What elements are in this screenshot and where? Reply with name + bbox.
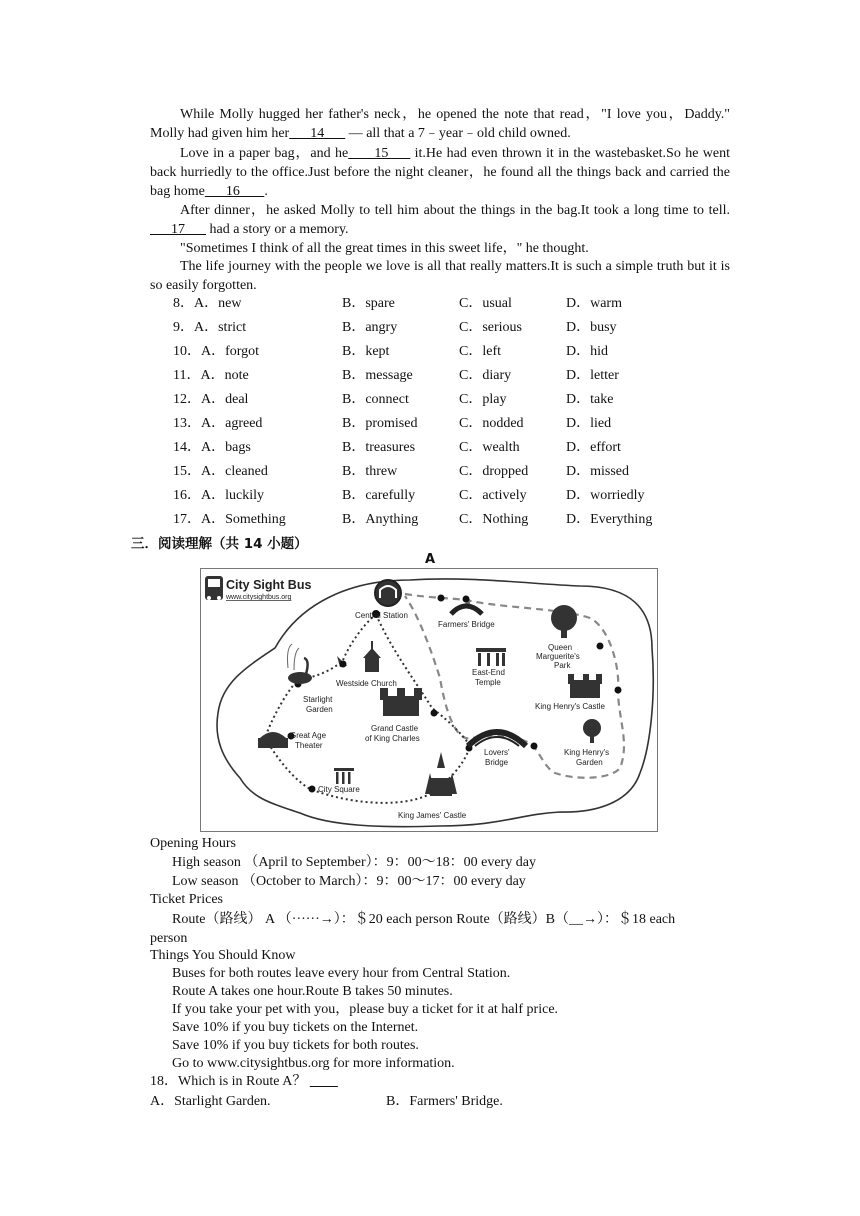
opening-hours-heading: Opening Hours	[150, 836, 236, 851]
option-b: B．carefully	[342, 488, 416, 503]
label-city-square: City Square	[318, 785, 360, 794]
option-d: D．lied	[566, 416, 612, 431]
option-row	[150, 486, 750, 506]
question-18-stem	[150, 1072, 338, 1091]
paragraph-text: — all that a 7﹣year﹣old child owned.	[345, 126, 571, 141]
label-queen-park: Park	[554, 661, 571, 670]
option-num: 14．A．bags	[173, 440, 251, 455]
label-grand-castle: of King Charles	[365, 734, 420, 743]
option-d: D．busy	[566, 320, 617, 335]
paragraph-1	[150, 105, 730, 143]
option-c: C．Nothing	[459, 512, 529, 527]
label-king-henry-garden: King Henry's	[564, 748, 610, 757]
answer-blank	[310, 1074, 338, 1089]
label-grand-castle: Grand Castle	[371, 724, 419, 733]
label-starlight-garden: Garden	[306, 705, 333, 714]
option-row	[150, 342, 750, 362]
option-row	[150, 438, 750, 458]
option-num: 9．A．strict	[173, 320, 247, 335]
question-text: 18．Which is in Route A？	[150, 1074, 307, 1089]
option-b: B．connect	[342, 392, 409, 407]
central-station-icon	[375, 580, 401, 606]
option-d: D．letter	[566, 368, 619, 383]
question-18-option-b: B．Farmers' Bridge.	[386, 1094, 503, 1109]
option-c: C．diary	[459, 368, 512, 383]
option-c: C．dropped	[459, 464, 529, 479]
label-queen-park: Marguerite's	[536, 652, 580, 661]
label-east-end-temple: Temple	[475, 678, 501, 687]
option-b: B．Anything	[342, 512, 419, 527]
ticket-prices-heading: Ticket Prices	[150, 892, 223, 907]
label-king-james-castle: King James' Castle	[398, 811, 467, 820]
paragraph-text: Love in a paper bag，and he	[180, 146, 349, 161]
option-b: B．promised	[342, 416, 418, 431]
option-num: 8．A．new	[173, 296, 242, 311]
paragraph-5: The life journey with the people we love is all that really matters.It is such a simple truth but it is so easily forgotten.	[150, 259, 730, 293]
label-farmers-bridge: Farmers' Bridge	[438, 620, 495, 629]
label-starlight-garden: Starlight	[303, 695, 333, 704]
blank-14: 14	[289, 126, 346, 141]
blank-16: 16	[204, 184, 265, 199]
option-d: D．take	[566, 392, 614, 407]
option-num: 10．A．forgot	[173, 344, 260, 359]
label-queen-park: Queen	[548, 643, 573, 652]
bus-logo-icon	[205, 576, 223, 600]
paragraph-text: had a story or a memory.	[206, 222, 349, 237]
label-king-henry-castle: King Henry's Castle	[535, 702, 605, 711]
option-b: B．spare	[342, 296, 395, 311]
route-prices-line-cont: person	[150, 931, 188, 946]
option-row	[150, 366, 750, 386]
option-row	[150, 318, 750, 338]
low-season-line: Low season （October to March）：9：00～17：00 every day	[172, 874, 526, 889]
option-b: B．treasures	[342, 440, 416, 455]
label-central-station: Central Station	[355, 611, 408, 620]
option-d: D．hid	[566, 344, 608, 359]
option-b: B．threw	[342, 464, 398, 479]
option-d: D．missed	[566, 464, 629, 479]
tip-line: Go to www.citysightbus.org for more information.	[172, 1056, 455, 1071]
castle-icon	[568, 674, 602, 698]
label-king-henry-garden: Garden	[576, 758, 603, 767]
option-d: D．worriedly	[566, 488, 645, 503]
option-c: C．serious	[459, 320, 522, 335]
option-num: 16．A．luckily	[173, 488, 264, 503]
high-season-line: High season （April to September）：9：00～18：00 every day	[172, 855, 536, 870]
option-row	[150, 414, 750, 434]
tip-line: Save 10% if you buy tickets on the Internet.	[172, 1020, 419, 1035]
option-c: C．actively	[459, 488, 527, 503]
tip-line: If you take your pet with you，please buy a ticket for it at half price.	[172, 1002, 559, 1017]
label-great-age-theater: Theater	[295, 741, 323, 750]
option-c: C．nodded	[459, 416, 524, 431]
option-num: 11．A．note	[173, 368, 249, 383]
city-sight-bus-map	[200, 568, 658, 832]
route-prices-line: Route（路线） A （······→）：＄20 each person Route（路线）B（__→）：＄18 each	[172, 912, 676, 927]
passage-label: A	[424, 552, 436, 567]
paragraph-text: .	[264, 184, 268, 199]
blank-17: 17	[150, 222, 206, 237]
option-b: B．kept	[342, 344, 390, 359]
things-know-heading: Things You Should Know	[150, 948, 296, 963]
tip-line: Buses for both routes leave every hour from Central Station.	[172, 966, 511, 981]
option-d: D．warm	[566, 296, 622, 311]
paragraph-text: After dinner，he asked Molly to tell him about the things in the bag.It took a long time to tell.	[180, 203, 730, 218]
paragraph-3	[150, 201, 730, 239]
map-url: www.citysightbus.org	[226, 594, 292, 601]
option-c: C．usual	[459, 296, 512, 311]
option-d: D．Everything	[566, 512, 653, 527]
option-d: D．effort	[566, 440, 621, 455]
option-row	[150, 510, 750, 530]
option-num: 13．A．agreed	[173, 416, 263, 431]
tip-line: Save 10% if you buy tickets for both routes.	[172, 1038, 419, 1053]
paragraph-2	[150, 144, 730, 201]
label-great-age-theater: Great Age	[290, 731, 327, 740]
option-c: C．left	[459, 344, 501, 359]
map-brand: City Sight Bus	[226, 578, 312, 592]
question-18-option-a: A．Starlight Garden.	[150, 1094, 271, 1109]
grand-castle-icon	[380, 688, 422, 716]
option-c: C．wealth	[459, 440, 520, 455]
label-westside-church: Westside Church	[336, 679, 397, 688]
tip-line: Route A takes one hour.Route B takes 50 minutes.	[172, 984, 453, 999]
paragraph-text: it.He had even thrown it in the wastebasket.So he went back hurriedly to the office.Just before the night cleaner，he found all the things back and carried the bag home	[150, 146, 730, 199]
label-lovers-bridge: Bridge	[485, 758, 509, 767]
paragraph-4: "Sometimes I think of all the great times in this sweet life，" he thought.	[180, 241, 589, 256]
label-east-end-temple: East-End	[472, 668, 505, 677]
label-lovers-bridge: Lovers'	[484, 748, 510, 757]
option-b: B．message	[342, 368, 413, 383]
option-num: 17．A．Something	[173, 512, 286, 527]
option-row	[150, 294, 750, 314]
option-row	[150, 462, 750, 482]
option-num: 15．A．cleaned	[173, 464, 268, 479]
blank-15: 15	[348, 146, 411, 161]
option-num: 12．A．deal	[173, 392, 249, 407]
section-heading: 三．阅读理解（共 14 小题）	[131, 536, 308, 552]
option-c: C．play	[459, 392, 507, 407]
paragraph-text: While Molly hugged her father's neck，he opened the note that read，"I love you，Daddy." Molly had given him her	[150, 107, 730, 141]
option-b: B．angry	[342, 320, 398, 335]
option-row	[150, 390, 750, 410]
